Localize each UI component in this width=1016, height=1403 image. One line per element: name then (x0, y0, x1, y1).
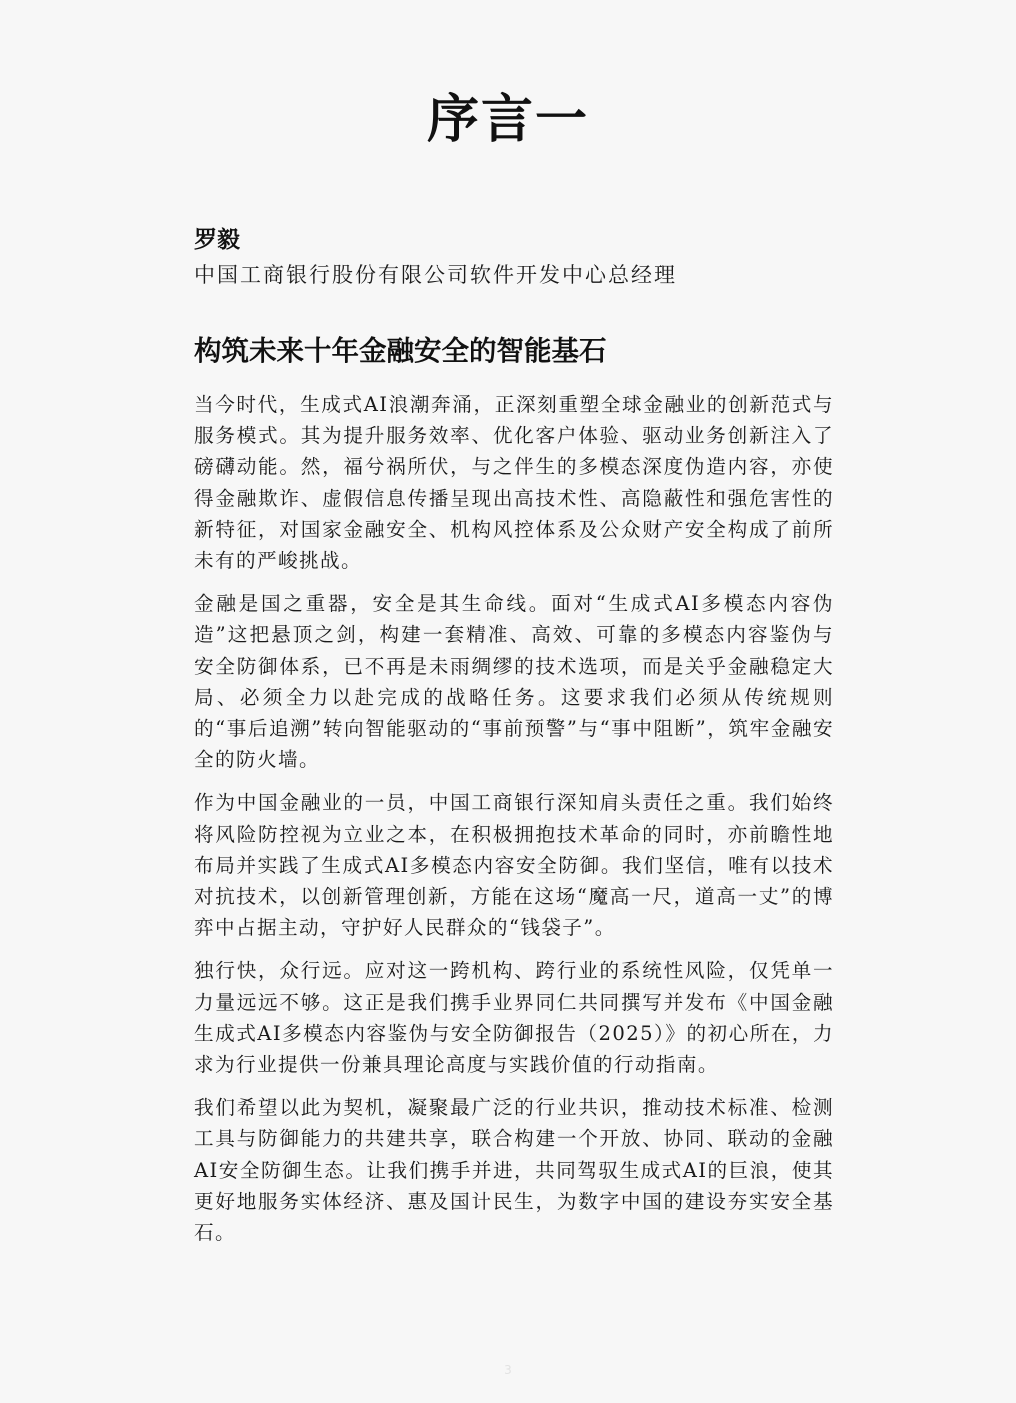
page-title: 序言一 (426, 90, 589, 150)
paragraph-1: 当今时代，生成式AI浪潮奔涌，正深刻重塑全球金融业的创新范式与服务模式。其为提升服务效率、优化客户体验、驱动业务创新注入了磅礴动能。然，福兮祸所伏，与之伴生的多模态深度伪造内容，亦使得金融欺诈、虚假信息传播呈现出高技术性、高隐蔽性和强危害性的新特征，对国家金融安全、机构风控体系及公众财产安全构成了前所未有的严峻挑战。 (194, 393, 834, 573)
author-name: 罗毅 (194, 227, 240, 253)
paragraph-2: 金融是国之重器，安全是其生命线。面对“生成式AI多模态内容伪造”这把悬顶之剑，构建一套精准、高效、可靠的多模态内容鉴伪与安全防御体系，已不再是未雨绸缪的技术选项，而是关乎金融稳定大局、必须全力以赴完成的战略任务。这要求我们必须从传统规则的“事后追溯”转向智能驱动的“事前预警”与“事中阻断”，筑牢金融安全的防火墙。 (194, 592, 834, 772)
paragraph-3: 作为中国金融业的一员，中国工商银行深知肩头责任之重。我们始终将风险防控视为立业之本，在积极拥抱技术革命的同时，亦前瞻性地布局并实践了生成式AI多模态内容安全防御。我们坚信，唯有以技术对抗技术，以创新管理创新，方能在这场“魔高一尺，道高一丈”的博弈中占据主动，守护好人民群众的“钱袋子”。 (194, 791, 834, 940)
author-position: 中国工商银行股份有限公司软件开发中心总经理 (194, 263, 677, 287)
page-number: 3 (504, 1363, 512, 1377)
paragraph-4: 独行快，众行远。应对这一跨机构、跨行业的系统性风险，仅凭单一力量远远不够。这正是我们携手业界同仁共同撰写并发布《中国金融生成式AI多模态内容鉴伪与安全防御报告（2025）》的初心所在，力求为行业提供一份兼具理论高度与实践价值的行动指南。 (194, 959, 834, 1077)
body-text (194, 389, 834, 1260)
author-block (194, 222, 834, 292)
section-heading: 构筑未来十年金融安全的智能基石 (194, 335, 607, 367)
paragraph-5: 我们希望以此为契机，凝聚最广泛的行业共识，推动技术标准、检测工具与防御能力的共建共享，联合构建一个开放、协同、联动的金融AI安全防御生态。让我们携手并进，共同驾驭生成式AI的巨浪，使其更好地服务实体经济、惠及国计民生，为数字中国的建设夯实安全基石。 (194, 1096, 834, 1245)
